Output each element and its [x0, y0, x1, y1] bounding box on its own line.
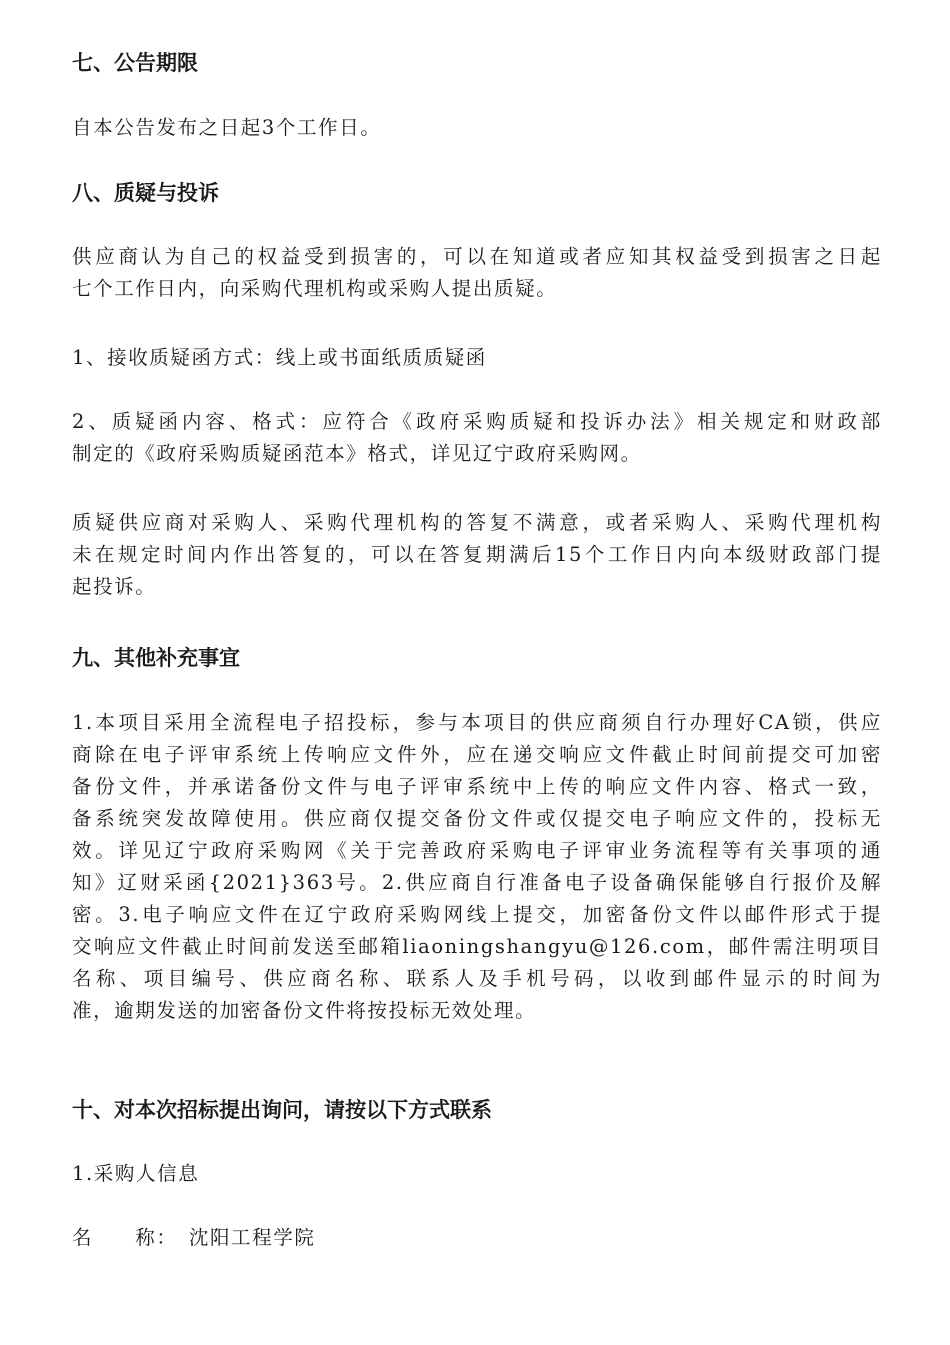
text-line: 名称、项目编号、供应商名称、联系人及手机号码，以收到邮件显示的时间为	[72, 967, 882, 990]
section-heading-contact-info: 十、对本次招标提出询问，请按以下方式联系	[72, 1098, 492, 1122]
text-line: 制定的《政府采购质疑函范本》格式，详见辽宁政府采购网。	[72, 442, 642, 465]
text-line: 质疑供应商对采购人、采购代理机构的答复不满意，或者采购人、采购代理机构	[72, 511, 882, 534]
text-line: 1.本项目采用全流程电子招投标，参与本项目的供应商须自行办理好CA锁，供应	[72, 711, 882, 734]
text-line: 2、质疑函内容、格式：应符合《政府采购质疑和投诉办法》相关规定和财政部	[72, 410, 882, 433]
purchaser-info-label: 1.采购人信息	[72, 1162, 200, 1185]
questions-intro-paragraph	[72, 241, 882, 305]
text-line: 起投诉。	[72, 575, 157, 598]
question-receipt-method-text: 1、接收质疑函方式：线上或书面纸质质疑函	[72, 346, 487, 369]
text-line: 七个工作日内，向采购代理机构或采购人提出质疑。	[72, 277, 558, 300]
text-line: 交响应文件截止时间前发送至邮箱liaoningshangyu@126.com，邮件需注明项目	[72, 935, 882, 958]
other-matters-paragraph	[72, 707, 882, 1027]
complaint-paragraph	[72, 507, 882, 603]
question-format-paragraph	[72, 406, 882, 470]
text-line: 未在规定时间内作出答复的，可以在答复期满后15个工作日内向本级财政部门提	[72, 543, 882, 566]
section-heading-other-matters: 九、其他补充事宜	[72, 646, 240, 670]
text-line: 准，逾期发送的加密备份文件将按投标无效处理。	[72, 999, 537, 1022]
announcement-period-text: 自本公告发布之日起3个工作日。	[72, 116, 382, 139]
text-line: 备系统突发故障使用。供应商仅提交备份文件或仅提交电子响应文件的，投标无	[72, 807, 882, 830]
text-line: 效。详见辽宁政府采购网《关于完善政府采购电子评审业务流程等有关事项的通	[72, 839, 882, 862]
text-line: 知》辽财采函{2021}363号。2.供应商自行准备电子设备确保能够自行报价及解	[72, 871, 882, 894]
text-line: 商除在电子评审系统上传响应文件外，应在递交响应文件截止时间前提交可加密	[72, 743, 882, 766]
purchaser-name-text: 名 称： 沈阳工程学院	[72, 1226, 316, 1249]
text-line: 备份文件，并承诺备份文件与电子评审系统中上传的响应文件内容、格式一致，	[72, 775, 882, 798]
section-heading-announcement-period: 七、公告期限	[72, 51, 198, 75]
text-line: 密。3.电子响应文件在辽宁政府采购网线上提交，加密备份文件以邮件形式于提	[72, 903, 882, 926]
section-heading-questions-complaints: 八、质疑与投诉	[72, 181, 219, 205]
text-line: 供应商认为自己的权益受到损害的，可以在知道或者应知其权益受到损害之日起	[72, 245, 882, 268]
